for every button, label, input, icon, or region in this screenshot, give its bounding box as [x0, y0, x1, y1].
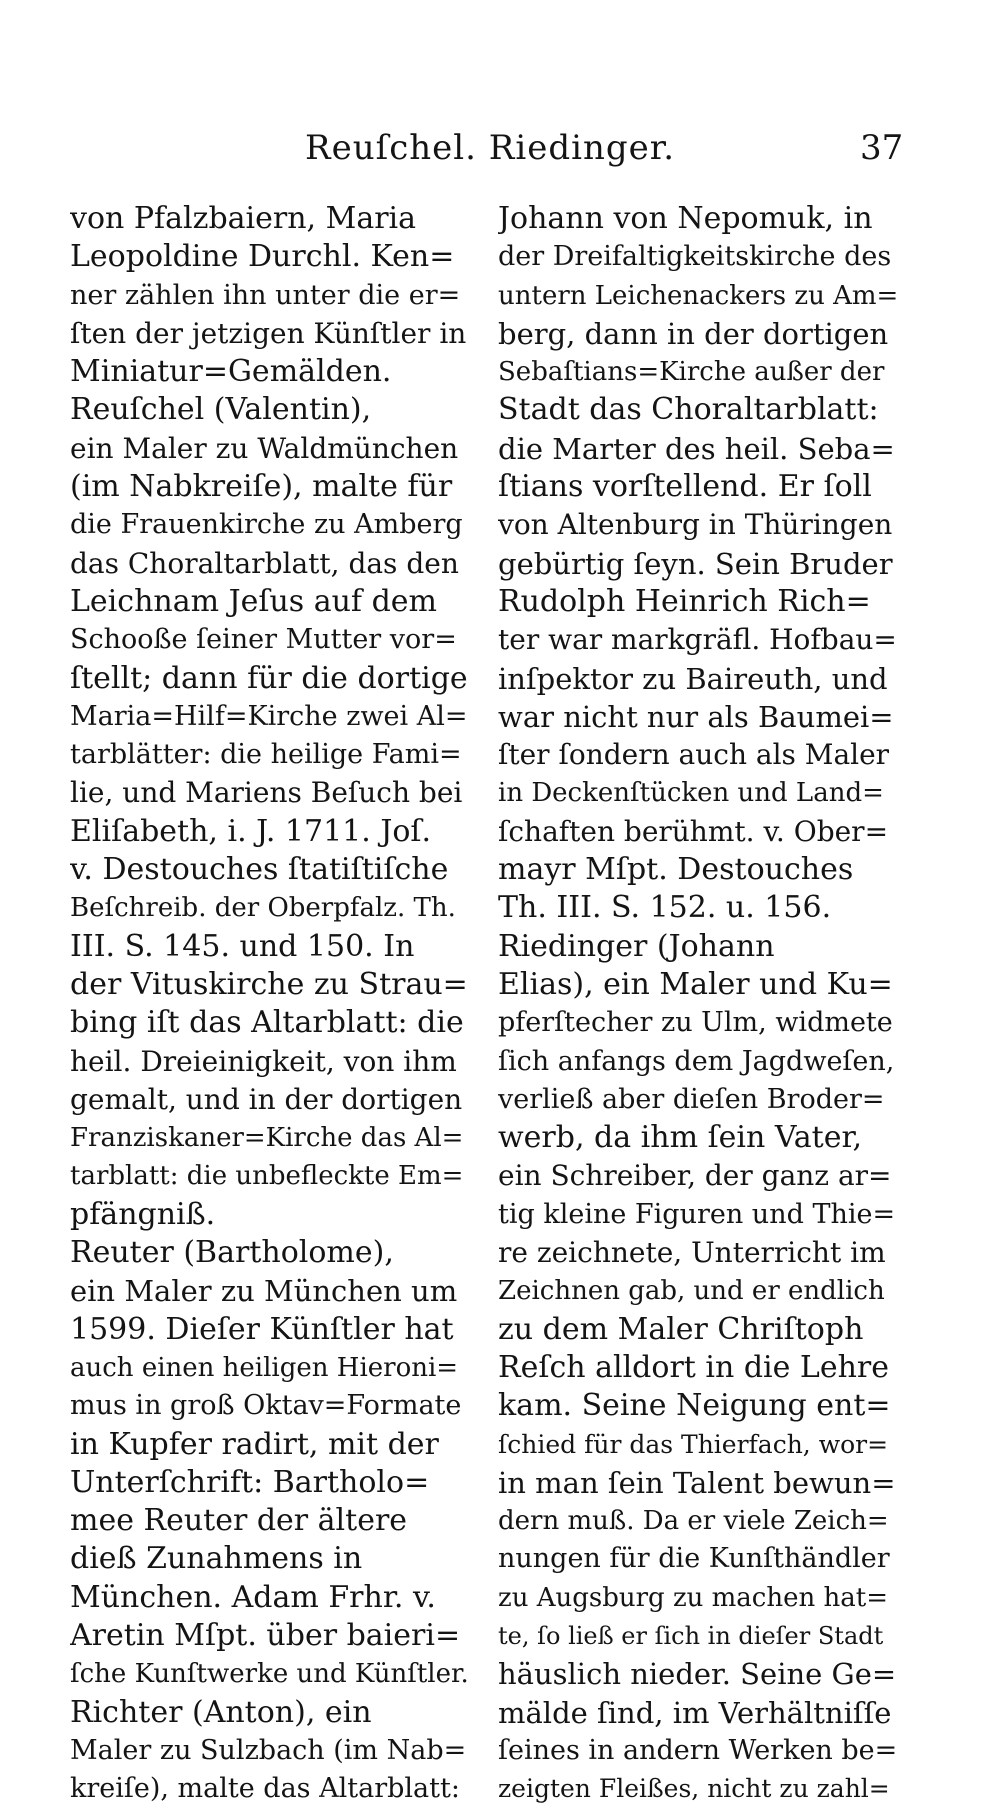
text-line: Beſchreib. der Oberpfalz. Th.	[70, 893, 456, 924]
text-line: das Choraltarblatt, das den	[70, 546, 459, 580]
text-line: Reuter (Bartholome),	[70, 1235, 394, 1271]
text-line: Sebaſtians=Kirche außer der	[498, 357, 885, 388]
text-line: Maler zu Sulzbach (im Nab=	[70, 1734, 467, 1766]
text-line: in Deckenſtücken und Land=	[498, 778, 884, 809]
text-line: Johann von Nepomuk, in	[498, 201, 873, 236]
text-line: tarblätter: die heilige Fami=	[70, 739, 462, 771]
text-line: tarblatt: die unbefleckte Em=	[70, 1161, 464, 1192]
text-line: zu Augsburg zu machen hat=	[498, 1582, 888, 1613]
text-line: v. Destouches ſtatiſtiſche	[70, 852, 449, 888]
text-line: Eliſabeth, i. J. 1711. Joſ.	[70, 813, 432, 849]
text-line: die Marter des heil. Seba=	[498, 431, 895, 466]
text-line: der Dreifaltigkeitskirche des	[498, 241, 892, 273]
text-line: Reuſchel (Valentin),	[70, 392, 372, 428]
text-line: re zeichnete, Unterricht im	[498, 1236, 886, 1270]
text-line: 1599. Dieſer Künſtler hat	[70, 1311, 454, 1347]
text-line: te, ſo ließ er ſich in dieſer Stadt	[498, 1621, 884, 1650]
text-line: inſpektor zu Baireuth, und	[498, 661, 888, 696]
right-column	[498, 200, 898, 1808]
text-line: ſter ſondern auch als Maler	[498, 738, 890, 772]
text-line: ſchaften berühmt. v. Ober=	[498, 814, 889, 848]
text-line: ner zählen ihn unter die er=	[70, 279, 461, 311]
text-line: die Frauenkirche zu Amberg	[70, 509, 463, 541]
text-line: ein Maler zu Waldmünchen	[70, 431, 459, 465]
text-line: gemalt, und in der dortigen	[70, 1082, 463, 1116]
text-line: München. Adam Frhr. v.	[70, 1579, 436, 1615]
text-line: Stadt das Choraltarblatt:	[498, 392, 879, 428]
text-line: ſeines in andern Werken be=	[498, 1734, 898, 1766]
text-line: in Kupfer radirt, mit der	[70, 1426, 439, 1462]
text-line: von Altenburg in Thüringen	[498, 508, 893, 542]
text-line: Elias), ein Maler und Ku=	[498, 966, 893, 1002]
text-line: verließ aber dieſen Broder=	[498, 1083, 885, 1115]
text-line: Reſch alldort in die Lehre	[498, 1349, 890, 1385]
text-line: Schooße ſeiner Mutter vor=	[70, 624, 457, 656]
text-line: III. S. 145. und 150. In	[70, 928, 415, 964]
text-line: Aretin Mſpt. über baieri=	[70, 1617, 461, 1653]
text-line: berg, dann in der dortigen	[498, 316, 889, 351]
text-line: ein Schreiber, der ganz ar=	[498, 1159, 892, 1193]
text-line: Zeichnen gab, und er endlich	[498, 1276, 885, 1307]
text-line: ſtians vorſtellend. Er ſoll	[498, 469, 872, 505]
text-line: ſche Kunſtwerke und Künſtler.	[70, 1659, 469, 1690]
text-line: mus in groß Oktav=Formate	[70, 1390, 462, 1422]
page-number: 37	[860, 128, 904, 168]
text-line: dieß Zunahmens in	[70, 1541, 363, 1577]
text-line: nungen für die Kunſthändler	[498, 1543, 890, 1575]
text-line: in man ſein Talent bewun=	[498, 1465, 896, 1500]
text-line: Maria=Hilf=Kirche zwei Al=	[70, 700, 468, 732]
text-line: dern muß. Da er viele Zeich=	[498, 1506, 889, 1537]
text-line: Rudolph Heinrich Rich=	[498, 583, 871, 619]
text-line: Franziskaner=Kirche das Al=	[70, 1123, 464, 1154]
text-line: der Vituskirche zu Strau=	[70, 966, 468, 1002]
page-header	[0, 128, 1000, 188]
text-line: zeigten Fleißes, nicht zu zahl=	[498, 1774, 890, 1804]
text-line: kreiſe), malte das Altarblatt:	[70, 1773, 460, 1805]
text-line: zu dem Maler Chriſtoph	[498, 1311, 864, 1347]
text-line: Leichnam Jeſus auf dem	[70, 583, 437, 619]
text-line: lie, und Mariens Beſuch bei	[70, 776, 463, 810]
text-line: pfängniß.	[70, 1196, 216, 1232]
text-line: werb, da ihm ſein Vater,	[498, 1120, 863, 1156]
text-line: ſchied für das Thierfach, wor=	[498, 1429, 889, 1459]
text-line: ter war markgräfl. Hofbau=	[498, 623, 897, 657]
text-line: auch einen heiligen Hieroni=	[70, 1352, 459, 1383]
text-line: Th. III. S. 152. u. 156.	[498, 890, 832, 926]
text-line: pferſtecher zu Ulm, widmete	[498, 1007, 893, 1039]
text-line: mayr Mſpt. Destouches	[498, 852, 854, 888]
text-line: Riedinger (Johann	[498, 928, 775, 964]
text-line: ein Maler zu München um	[70, 1274, 458, 1309]
text-line: heil. Dreieinigkeit, von ihm	[70, 1044, 457, 1078]
text-line: mee Reuter der ältere	[70, 1503, 408, 1539]
text-line: untern Leichenackers zu Am=	[498, 280, 898, 311]
text-line: Unterſchrift: Bartholo=	[70, 1464, 430, 1500]
text-line: kam. Seine Neigung ent=	[498, 1388, 891, 1424]
text-line: mälde ſind, im Verhältniſſe	[498, 1695, 892, 1730]
text-line: häuslich nieder. Seine Ge=	[498, 1657, 897, 1692]
text-line: tig kleine Figuren und Thie=	[498, 1198, 896, 1230]
text-line: Miniatur=Gemälden.	[70, 354, 392, 390]
text-line: ſten der jetzigen Künſtler in	[70, 316, 467, 350]
running-head: Reuſchel. Riedinger.	[305, 128, 676, 168]
text-line: bing iſt das Altarblatt: die	[70, 1005, 464, 1041]
text-line: von Pfalzbaiern, Maria	[70, 201, 417, 236]
text-line: war nicht nur als Baumei=	[498, 699, 894, 734]
text-line: (im Nabkreiſe), malte für	[70, 469, 453, 505]
left-column	[70, 200, 470, 1808]
text-line: ſich anfangs dem Jagdweſen,	[498, 1045, 895, 1077]
text-line: ſtellt; dann für die dortige	[70, 660, 468, 696]
text-line: Richter (Anton), ein	[70, 1694, 372, 1730]
text-line: gebürtig ſeyn. Sein Bruder	[498, 546, 893, 581]
text-line: Leopoldine Durchl. Ken=	[70, 239, 455, 275]
